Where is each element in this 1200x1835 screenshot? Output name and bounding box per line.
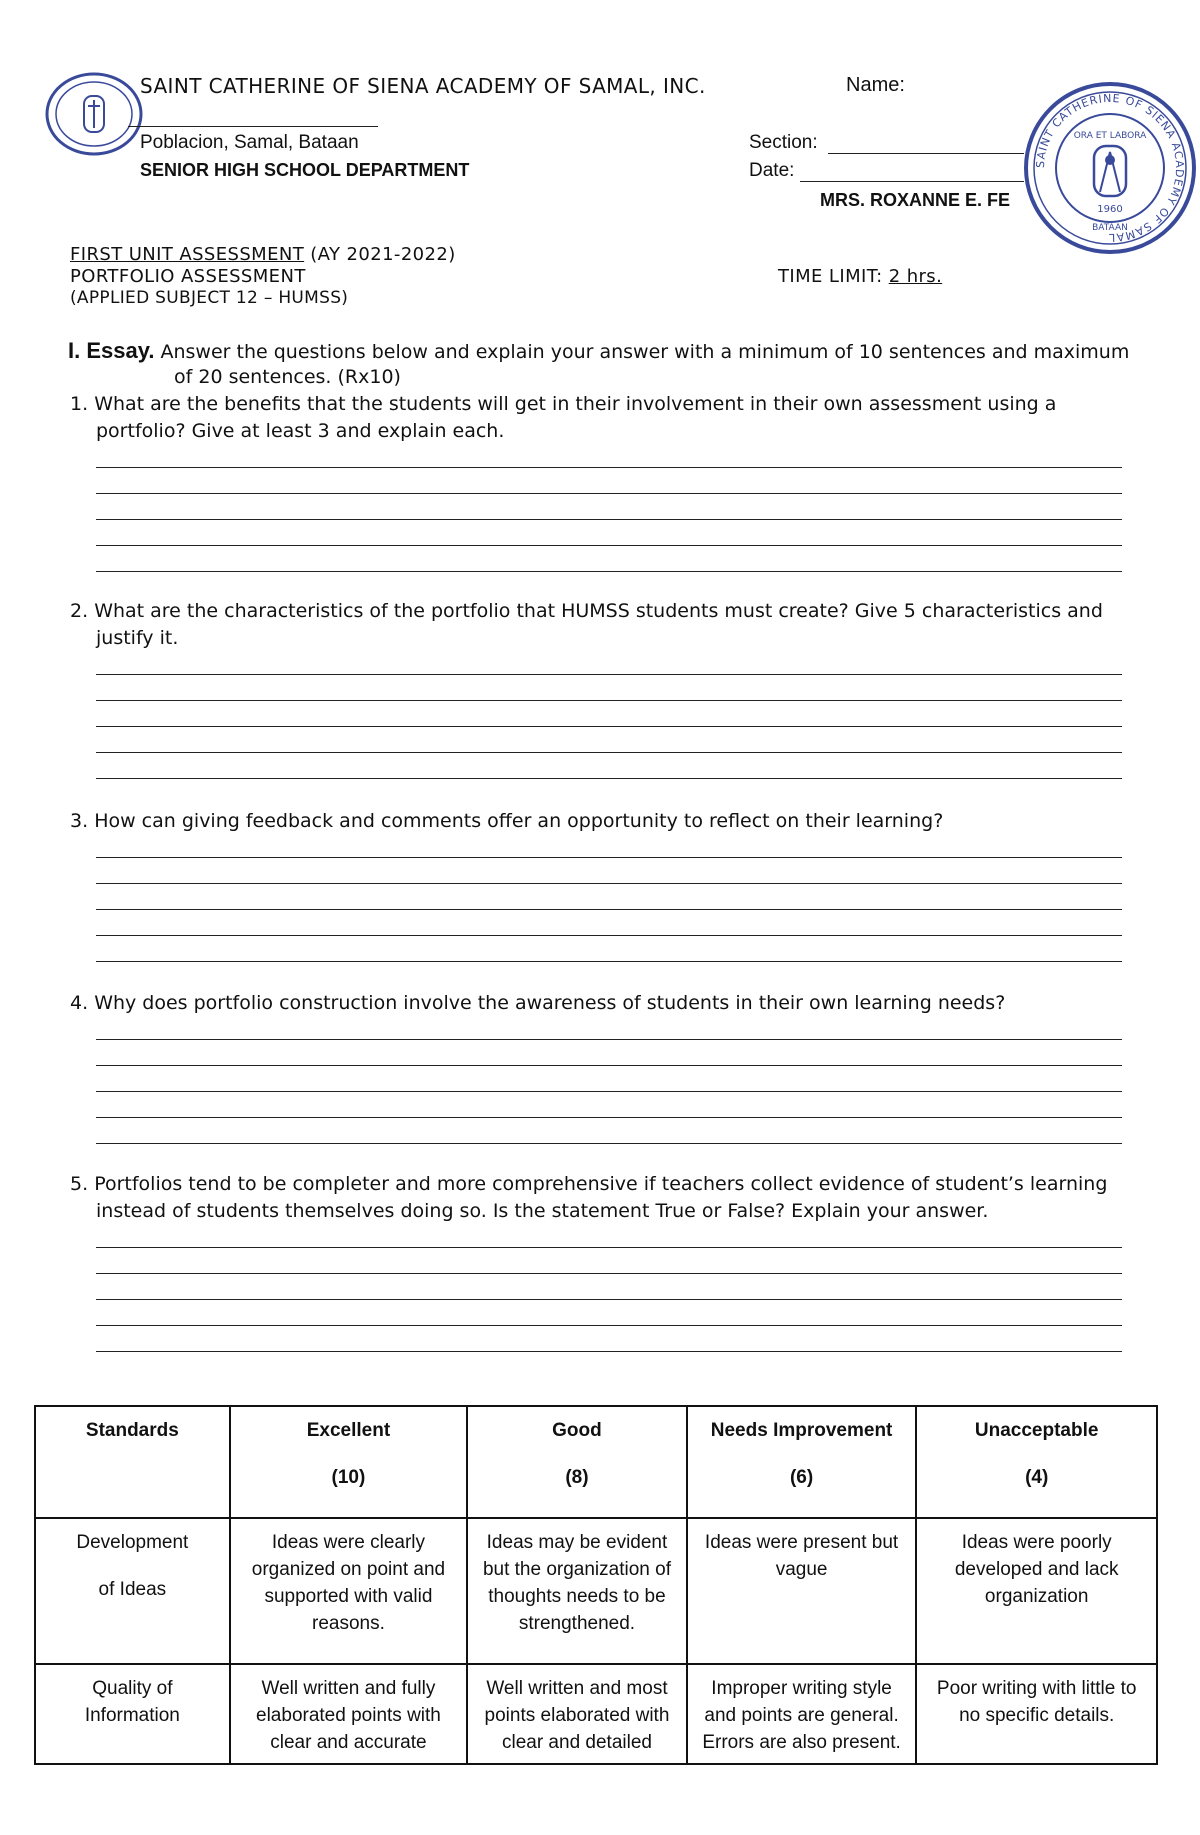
- rubric-cell: Improper writing style and points are general. Errors are also present.: [687, 1664, 917, 1764]
- assessment-title: FIRST UNIT ASSESSMENT: [70, 244, 305, 265]
- essay-heading: I. Essay.: [68, 338, 155, 363]
- question-5: [70, 1171, 1170, 1198]
- rubric-cell: Ideas were poorly developed and lack organization: [916, 1518, 1157, 1664]
- question-text: What are the characteristics of the portfolio that HUMSS students must create? Give 5 characteristics and: [94, 600, 1103, 622]
- rubric-row-development: [35, 1518, 1157, 1664]
- rubric-cell: Poor writing with little to no specific details.: [916, 1664, 1157, 1764]
- rubric-header-excellent: Excellent (10): [230, 1406, 467, 1518]
- name-label: Name:: [846, 74, 905, 96]
- question-4: [70, 990, 1170, 1017]
- rubric-row-quality: [35, 1664, 1157, 1764]
- rubric-cell: Well written and most points elaborated with clear and detailed: [467, 1664, 687, 1764]
- question-2-cont: justify it.: [96, 627, 179, 649]
- seal-ring-text: SAINT CATHERINE OF SIENA ACADEMY OF SAMAL: [1033, 91, 1187, 245]
- essay-instruction-line1: Answer the questions below and explain your answer with a minimum of 10 sentences and maximum: [154, 341, 1130, 363]
- essay-instruction-line2: of 20 sentences. (Rx10): [174, 366, 401, 388]
- department: SENIOR HIGH SCHOOL DEPARTMENT: [140, 160, 470, 180]
- rubric-cell: Well written and fully elaborated points with clear and accurate: [230, 1664, 467, 1764]
- question-number: 5.: [70, 1173, 89, 1195]
- school-logo-left: [44, 72, 144, 160]
- name-underline: [128, 126, 378, 127]
- section-underline: [828, 153, 1024, 154]
- school-seal-right: [1022, 80, 1198, 260]
- assessment-year: (AY 2021-2022): [304, 244, 456, 265]
- answer-lines-5[interactable]: [96, 1222, 1122, 1352]
- rubric-table: [34, 1405, 1158, 1765]
- rubric-cell: Ideas were present but vague: [687, 1518, 917, 1664]
- subject: (APPLIED SUBJECT 12 – HUMSS): [70, 288, 349, 308]
- question-text: Why does portfolio construction involve the awareness of students in their own learning needs?: [94, 992, 1006, 1014]
- rubric-header-good: Good (8): [467, 1406, 687, 1518]
- seal-motto: ORA ET LABORA: [1073, 131, 1147, 141]
- time-limit: [778, 266, 942, 287]
- essay-instruction: [68, 337, 1168, 366]
- question-text: How can giving feedback and comments offer an opportunity to reflect on their learning?: [94, 810, 944, 832]
- question-number: 1.: [70, 393, 89, 415]
- rubric-cell: Ideas may be evident but the organization of thoughts needs to be strengthened.: [467, 1518, 687, 1664]
- date-underline: [800, 181, 1024, 182]
- answer-lines-2[interactable]: [96, 649, 1122, 779]
- question-2: [70, 598, 1170, 625]
- time-limit-label: TIME LIMIT:: [778, 266, 889, 287]
- question-text: Portfolios tend to be completer and more comprehensive if teachers collect evidence of student’s learning: [94, 1173, 1108, 1195]
- assessment-type: PORTFOLIO ASSESSMENT: [70, 266, 306, 287]
- rubric-header-row: [35, 1406, 1157, 1518]
- school-name: SAINT CATHERINE OF SIENA ACADEMY OF SAMAL, INC.: [140, 74, 706, 98]
- rubric-cell: Ideas were clearly organized on point and supported with valid reasons.: [230, 1518, 467, 1664]
- question-1: [70, 391, 1170, 418]
- answer-lines-4[interactable]: [96, 1014, 1122, 1144]
- answer-lines-3[interactable]: [96, 832, 1122, 962]
- assessment-title-line: [70, 244, 456, 265]
- date-label: Date:: [749, 160, 795, 181]
- question-number: 3.: [70, 810, 89, 832]
- answer-lines-1[interactable]: [96, 442, 1122, 572]
- rubric-header-standards: Standards: [35, 1406, 230, 1518]
- time-limit-value: 2 hrs.: [888, 266, 943, 287]
- seal-place: BATAAN: [1092, 223, 1128, 233]
- question-number: 2.: [70, 600, 89, 622]
- question-5-cont: instead of students themselves doing so. Is the statement True or False? Explain your answer.: [96, 1200, 989, 1222]
- seal-year: 1960: [1097, 204, 1123, 215]
- rubric-standard: Development of Ideas: [35, 1518, 230, 1664]
- rubric-header-needs-improvement: Needs Improvement (6): [687, 1406, 917, 1518]
- school-address: Poblacion, Samal, Bataan: [140, 132, 359, 153]
- question-1-cont: portfolio? Give at least 3 and explain each.: [96, 420, 505, 442]
- rubric-header-unacceptable: Unacceptable (4): [916, 1406, 1157, 1518]
- section-label: Section:: [749, 132, 818, 153]
- question-3: [70, 808, 1170, 835]
- question-text: What are the benefits that the students will get in their involvement in their own assessment using a: [94, 393, 1057, 415]
- question-number: 4.: [70, 992, 89, 1014]
- rubric-standard: Quality of Information: [35, 1664, 230, 1764]
- teacher-name: MRS. ROXANNE E. FE: [820, 190, 1011, 210]
